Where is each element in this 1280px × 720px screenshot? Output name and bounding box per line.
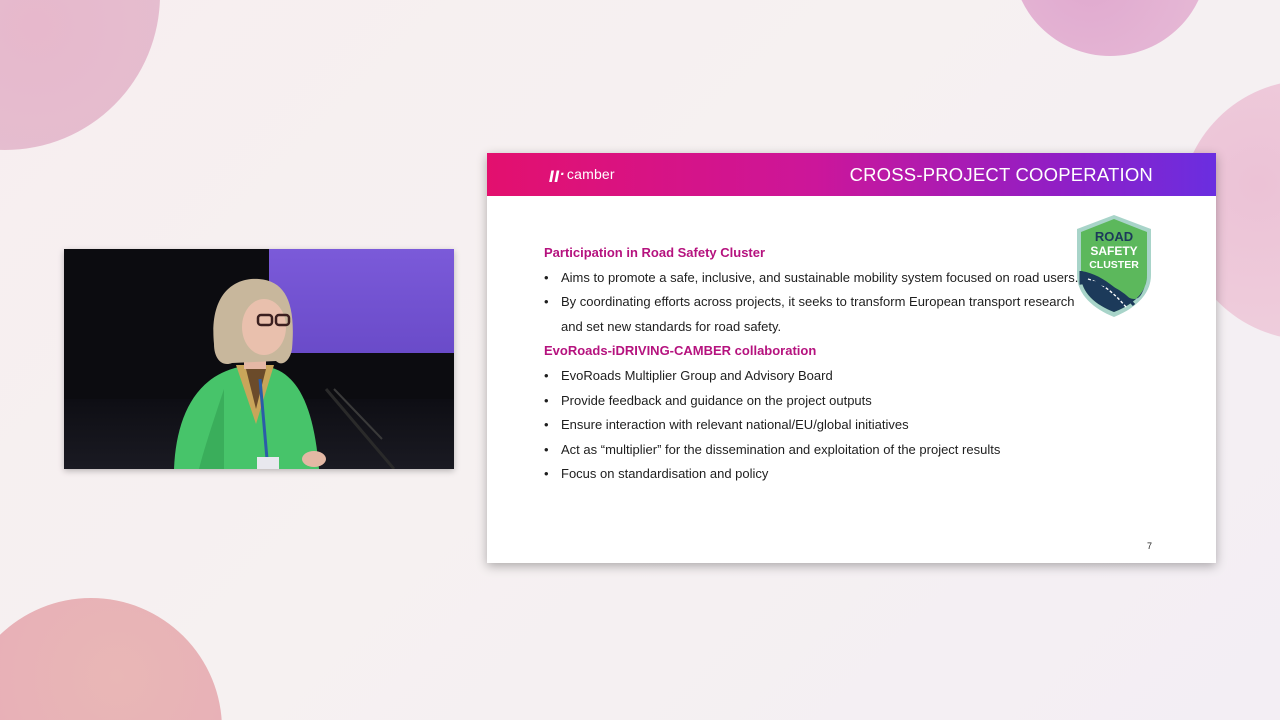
slide-body <box>544 241 1084 487</box>
decor-blob-top-left <box>0 0 160 150</box>
list-item: • Focus on standardisation and policy <box>544 462 1084 487</box>
slide-header <box>487 153 1216 196</box>
section-heading-road-safety-cluster: Participation in Road Safety Cluster <box>544 245 766 260</box>
list-item: • Act as “multiplier” for the dissemination and exploitation of the project results <box>544 438 1084 463</box>
speaker-figure <box>64 249 454 469</box>
logo-text: camber <box>566 166 615 182</box>
list-item: • By coordinating efforts across projects, it seeks to transform European transport research and set new standards for road safety. <box>544 290 1084 339</box>
camber-logo <box>549 165 615 183</box>
bullet-list-road-safety-cluster <box>544 266 1084 340</box>
road-safety-cluster-badge-icon <box>1074 213 1154 319</box>
slide-title: CROSS-PROJECT COOPERATION <box>849 164 1153 185</box>
slide-page-number: 7 <box>1147 541 1153 551</box>
badge-line-2: SAFETY <box>1090 244 1138 258</box>
presentation-slide <box>487 153 1216 563</box>
speaker-video[interactable] <box>64 249 454 469</box>
decor-blob-top-right <box>1012 0 1208 56</box>
list-item: • EvoRoads Multiplier Group and Advisory Board <box>544 364 1084 389</box>
badge-line-1: ROAD <box>1094 229 1134 244</box>
badge-line-3: CLUSTER <box>1089 259 1139 271</box>
list-item: • Ensure interaction with relevant national/EU/global initiatives <box>544 413 1084 438</box>
section-heading-collaboration: EvoRoads-iDRIVING-CAMBER collaboration <box>544 343 817 359</box>
list-item: • Aims to promote a safe, inclusive, and sustainable mobility system focused on road users. <box>544 266 1084 291</box>
decor-blob-bottom-left <box>0 598 222 720</box>
list-item: • Provide feedback and guidance on the project outputs <box>544 389 1084 414</box>
camber-logo-icon: ꞁꞁ· <box>549 166 565 183</box>
bullet-list-collaboration <box>544 364 1084 487</box>
